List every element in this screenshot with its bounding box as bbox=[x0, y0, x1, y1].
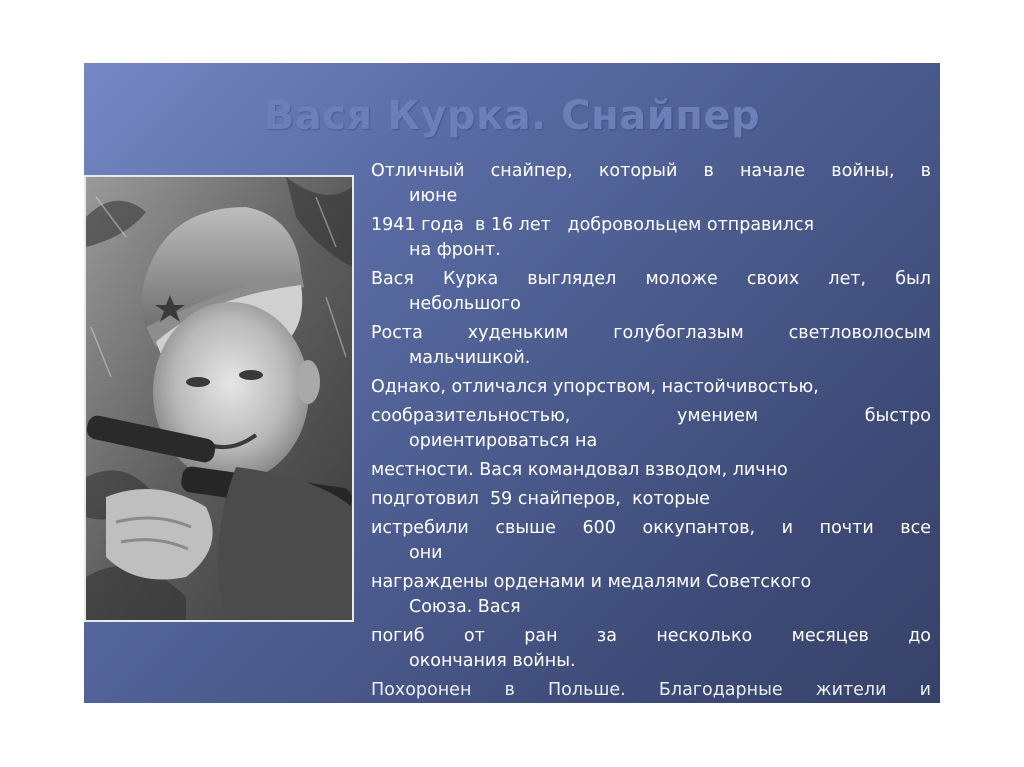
portrait-illustration bbox=[86, 177, 352, 620]
paragraph-first-line: сообразительностью, умением быстро bbox=[371, 406, 931, 426]
paragraph-continuation: Союза. Вася bbox=[409, 597, 521, 617]
paragraph-7 bbox=[371, 458, 931, 483]
paragraph-first-line: местности. Вася командовал взводом, лично bbox=[371, 460, 788, 480]
paragraph-first-line: истребили свыше 600 оккупантов, и почти все bbox=[371, 518, 931, 538]
slide bbox=[84, 63, 940, 703]
paragraph-continuation: на фронт. bbox=[409, 240, 501, 260]
paragraph-4 bbox=[371, 321, 931, 371]
paragraph-first-line: Однако, отличался упорством, настойчивостью, bbox=[371, 377, 819, 397]
paragraph-first-line: погиб от ран за несколько месяцев до bbox=[371, 626, 931, 646]
paragraph-first-line: Роста худеньким голубоглазым светловолосым bbox=[371, 323, 931, 343]
paragraph-continuation: они bbox=[409, 543, 443, 563]
paragraph-8 bbox=[371, 487, 931, 512]
paragraph-9 bbox=[371, 516, 931, 566]
soldier-portrait-photo bbox=[84, 175, 354, 622]
paragraph-continuation: июне bbox=[409, 186, 458, 206]
paragraph-11 bbox=[371, 624, 931, 674]
paragraph-first-line: 1941 года в 16 лет добровольцем отправился bbox=[371, 215, 815, 235]
paragraph-1 bbox=[371, 159, 931, 209]
paragraph-12-cut-off bbox=[371, 678, 931, 703]
paragraph-continuation: мальчишкой. bbox=[409, 348, 531, 368]
paragraph-first-line: Отличный снайпер, который в начале войны, в bbox=[371, 161, 931, 181]
paragraph-continuation: ориентироваться на bbox=[409, 431, 598, 451]
body-text bbox=[371, 159, 931, 703]
paragraph-3 bbox=[371, 267, 931, 317]
paragraph-first-line: подготовил 59 снайперов, которые bbox=[371, 489, 710, 509]
paragraph-6 bbox=[371, 404, 931, 454]
paragraph-10 bbox=[371, 570, 931, 620]
paragraph-first-line: Похоронен в Польше. Благодарные жители и bbox=[371, 680, 931, 700]
paragraph-2 bbox=[371, 213, 931, 263]
paragraph-continuation: небольшого bbox=[409, 294, 521, 314]
paragraph-first-line: награждены орденами и медалями Советского bbox=[371, 572, 812, 592]
slide-title: Вася Курка. Снайпер bbox=[263, 93, 761, 139]
paragraph-5 bbox=[371, 375, 931, 400]
paragraph-continuation: окончания войны. bbox=[409, 651, 576, 671]
paragraph-first-line: Вася Курка выглядел моложе своих лет, был bbox=[371, 269, 931, 289]
